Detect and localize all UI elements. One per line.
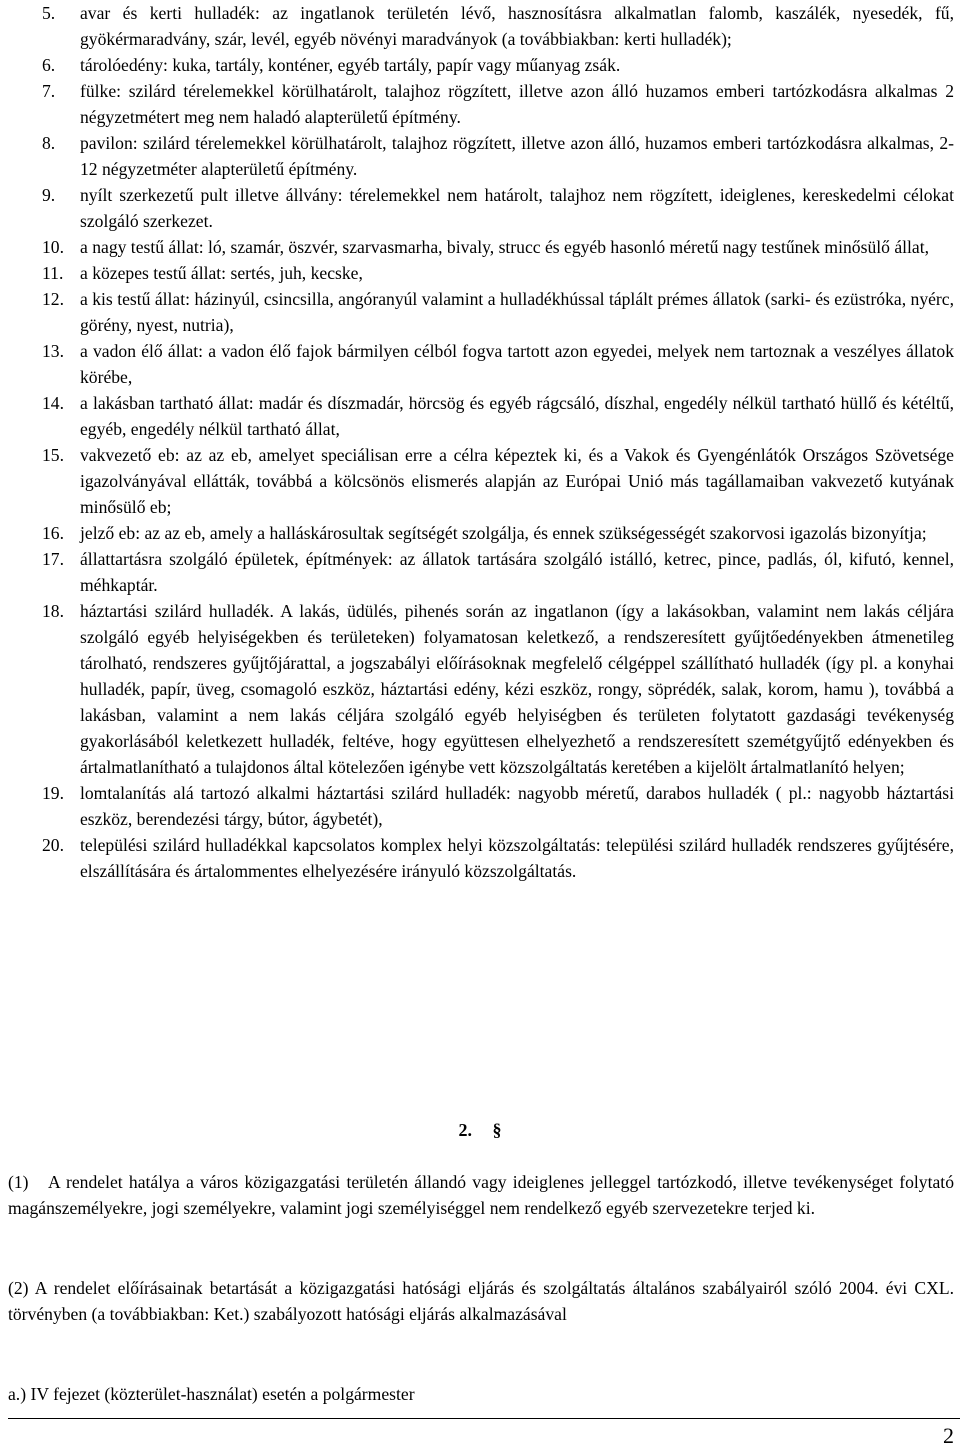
definition-number: 6. xyxy=(42,55,56,75)
definition-item xyxy=(42,598,954,780)
definition-number: 8. xyxy=(42,133,56,153)
definition-text: a közepes testű állat: sertés, juh, kecske, xyxy=(80,263,363,283)
definition-item xyxy=(42,260,954,286)
definition-text: jelző eb: az az eb, amely a halláskárosultak segítségét szolgálja, és ennek szükségességét szakorvosi igazolás bizonyítja; xyxy=(80,523,927,543)
definition-number: 16. xyxy=(42,523,64,543)
definition-text: háztartási szilárd hulladék. A lakás, üdülés, pihenés során az ingatlanon (így a lakásokban, valamint nem lakás céljára szolgáló egyéb helyiségekben és területeken) folyamatosan keletkező, a rendszeresített gyűjtőedényekben átmenetileg tárolható, rendszeres gyűjtőjárattal, a jogszabályi előírásoknak megfelelő célgéppel szállítható hulladék (így pl. a konyhai hulladék, papír, üveg, csomagoló eszköz, háztartási edény, kézi eszköz, rongy, söprédék, salak, korom, hamu ), továbbá a lakásban, valamint a nem lakás céljára szolgáló egyéb helyiségben és területen folytatott gazdasági tevékenység gyakorlásából keletkezett hulladék, feltéve, hogy együttesen elhelyezhető a rendszeresített szemétgyűjtő edényekben és ártalmatlanítható a tulajdonos által kötelezően igénybe vett közszolgáltatás keretében a kijelölt ártalmatlanító helyen; xyxy=(80,601,954,777)
definition-item xyxy=(42,234,954,260)
page-number: 2 xyxy=(943,1423,954,1448)
definition-text: pavilon: szilárd térelemekkel körülhatárolt, talajhoz rögzített, illetve azon álló, huzamos emberi tartózkodásra alkalmas, 2-12 négyzetméter alapterületű építmény. xyxy=(80,133,954,179)
definition-item xyxy=(42,338,954,390)
definition-item xyxy=(42,520,954,546)
paragraph-2: (2) A rendelet előírásainak betartását a közigazgatási hatósági eljárás és szolgáltatás általános szabályairól szóló 2004. évi CXL. törvényben (a továbbiakban: Ket.) szabályozott hatósági eljárás alkalmazásával xyxy=(8,1278,954,1324)
definition-item xyxy=(42,442,954,520)
definition-number: 19. xyxy=(42,783,64,803)
definition-number: 5. xyxy=(42,3,56,23)
definition-text: avar és kerti hulladék: az ingatlanok területén lévő, hasznosításra alkalmatlan falomb, kaszálék, nyesedék, fű, gyökérmaradvány, szár, levél, egyéb növényi maradványok (a továbbiakban: kerti hulladék); xyxy=(80,3,954,49)
definition-item xyxy=(42,546,954,598)
definitions-list xyxy=(42,0,954,884)
definition-item xyxy=(42,832,954,884)
section-heading xyxy=(0,1117,960,1143)
definition-item xyxy=(42,130,954,182)
definition-number: 12. xyxy=(42,289,64,309)
definition-number: 9. xyxy=(42,185,56,205)
definition-text: tárolóedény: kuka, tartály, konténer, egyéb tartály, papír vagy műanyag zsák. xyxy=(80,55,621,75)
definition-number: 15. xyxy=(42,445,64,465)
paragraph-1-text: A rendelet hatálya a város közigazgatási területén állandó vagy ideiglenes jelleggel tartózkodó, illetve tevékenységet folytató magánszemélyekre, jogi személyekre, valamint jogi személyiséggel nem rendelkező egyéb szervezetekre terjed ki. xyxy=(8,1172,954,1218)
definition-item xyxy=(42,390,954,442)
footer-divider xyxy=(8,1418,960,1419)
definition-text: fülke: szilárd térelemekkel körülhatárolt, talajhoz rögzített, illetve azon álló huzamos emberi tartózkodásra alkalmas 2 négyzetmétert meg nem haladó alapterületű építmény. xyxy=(80,81,954,127)
definition-text: települési szilárd hulladékkal kapcsolatos komplex helyi közszolgáltatás: települési szilárd hulladék rendszeres gyűjtésére, elszállítására és ártalommentes elhelyezésére irányuló közszolgáltatás. xyxy=(80,835,954,881)
definition-text: állattartásra szolgáló épületek, építmények: az állatok tartására szolgáló istálló, ketrec, pince, padlás, ól, kifutó, kennel, méhkaptár. xyxy=(80,549,954,595)
definition-text: a nagy testű állat: ló, szamár, öszvér, szarvasmarha, bivaly, strucc és egyéb hasonló méretű nagy testűnek minősülő állat, xyxy=(80,237,930,257)
definition-item xyxy=(42,780,954,832)
paragraph-1 xyxy=(8,1169,954,1221)
definition-item xyxy=(42,0,954,52)
section-symbol: § xyxy=(492,1120,502,1140)
definition-text: nyílt szerkezetű pult illetve állvány: térelemekkel nem határolt, talajhoz nem rögzített, ideiglenes, kereskedelmi célokat szolgáló szerkezet. xyxy=(80,185,954,231)
definition-text: vakvezető eb: az az eb, amelyet speciálisan erre a célra képeztek ki, és a Vakok és Gyengénlátók Országos Szövetsége igazolványával ellátták, továbbá a kölcsönös elismerés alapján az Európai Unió más tagállamaiban vakvezető kutyának minősülő eb; xyxy=(80,445,954,517)
section-number: 2. xyxy=(458,1120,472,1140)
definition-number: 17. xyxy=(42,549,64,569)
definition-item xyxy=(42,286,954,338)
definition-text: lomtalanítás alá tartozó alkalmi háztartási szilárd hulladék: nagyobb méretű, darabos hulladék ( pl.: nagyobb háztartási eszköz, berendezési tárgy, bútor, ágybetét), xyxy=(80,783,954,829)
definition-item xyxy=(42,78,954,130)
paragraph-3: a.) IV fejezet (közterület-használat) esetén a polgármester xyxy=(8,1384,415,1404)
definition-number: 13. xyxy=(42,341,64,361)
definition-number: 20. xyxy=(42,835,64,855)
definition-number: 18. xyxy=(42,601,64,621)
definition-item xyxy=(42,52,954,78)
definition-text: a vadon élő állat: a vadon élő fajok bármilyen célból fogva tartott azon egyedei, melyek nem tartoznak a veszélyes állatok körébe, xyxy=(80,341,954,387)
paragraph-1-label: (1) xyxy=(8,1172,29,1192)
definition-item xyxy=(42,182,954,234)
definition-text: a lakásban tartható állat: madár és díszmadár, hörcsög és egyéb rágcsáló, díszhal, engedély nélkül tartható hüllő és kétéltű, egyéb, engedély nélkül tartható állat, xyxy=(80,393,954,439)
definition-number: 10. xyxy=(42,237,64,257)
definition-number: 14. xyxy=(42,393,64,413)
definition-number: 11. xyxy=(42,263,64,283)
definition-number: 7. xyxy=(42,81,56,101)
definition-text: a kis testű állat: házinyúl, csincsilla, angóranyúl valamint a hulladékhússal táplált prémes állatok (sarki- és ezüstróka, nyérc, görény, nyest, nutria), xyxy=(80,289,954,335)
